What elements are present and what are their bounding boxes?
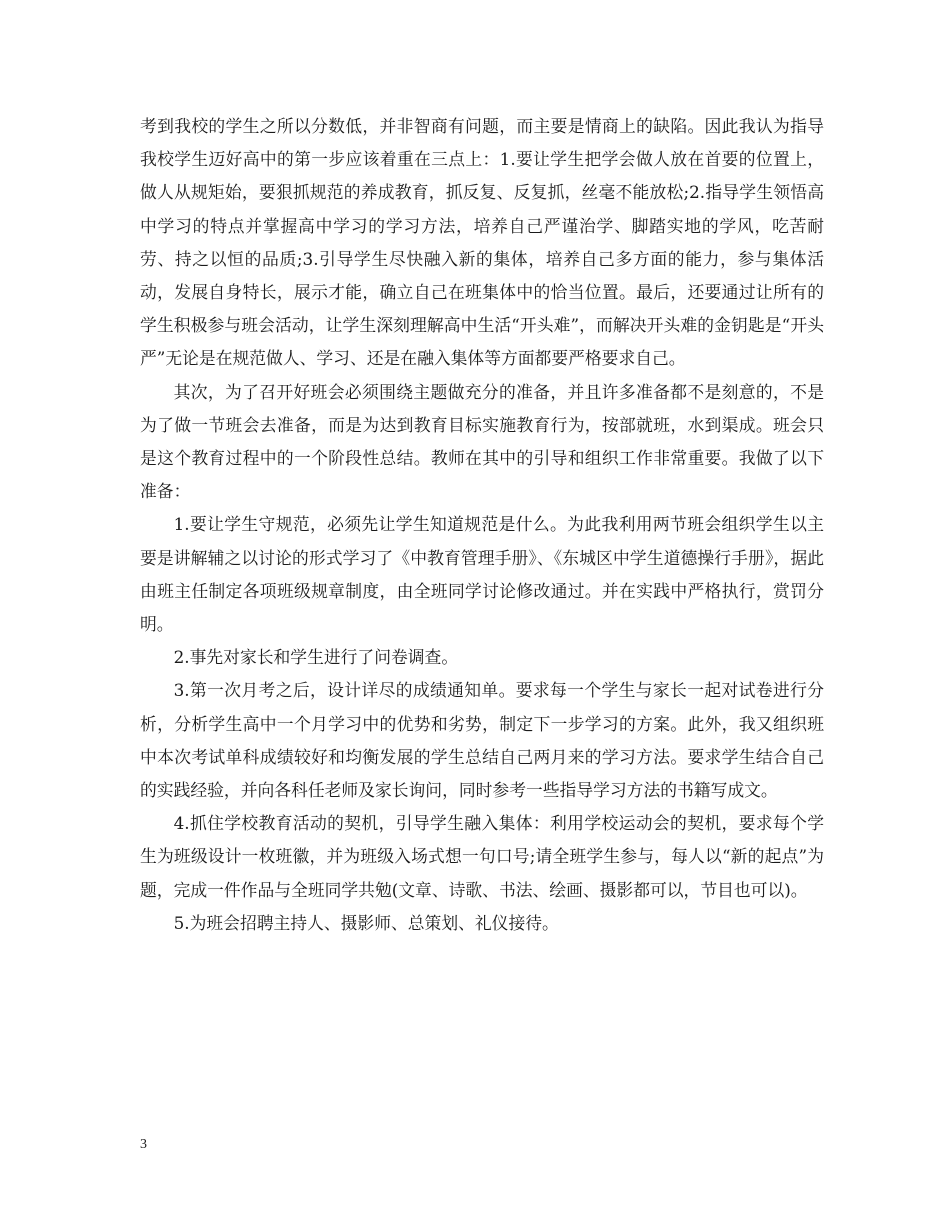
document-body (140, 110, 824, 940)
paragraph-emotional-quotient: 考到我校的学生之所以分数低，并非智商有问题，而主要是情商上的缺陷。因此我认为指导我校学生迈好高中的第一步应该着重在三点上：1.要让学生把学会做人放在首要的位置上，做人从规矩始，要狠抓规范的养成教育，抓反复、反复抓，丝毫不能放松;2.指导学生领悟高中学习的特点并掌握高中学习的学习方法，培养自己严谨治学、脚踏实地的学风，吃苦耐劳、持之以恒的品质;3.引导学生尽快融入新的集体，培养自己多方面的能力，参与集体活动，发展自身特长，展示才能，确立自己在班集体中的恰当位置。最后，还要通过让所有的学生积极参与班会活动，让学生深刻理解高中生活“开头难”，而解决开头难的金钥匙是“开头严”无论是在规范做人、学习、还是在融入集体等方面都要严格要求自己。 (140, 116, 824, 369)
paragraph-item-5-recruitment: 5.为班会招聘主持人、摄影师、总策划、礼仪接待。 (173, 912, 559, 933)
paragraph-item-4-school-activity: 4.抓住学校教育活动的契机，引导学生融入集体：利用学校运动会的契机，要求每个学生为班级设计一枚班徽，并为班级入场式想一句口号;请全班学生参与，每人以“新的起点”为题，完成一件作品与全班同学共勉(文章、诗歌、书法、绘画、摄影都可以，节目也可以)。 (140, 813, 824, 900)
paragraph-preparation-intro: 其次，为了召开好班会必须围绕主题做充分的准备，并且许多准备都不是刻意的，不是为了做一节班会去准备，而是为达到教育目标实施教育行为，按部就班，水到渠成。班会只是这个教育过程中的一个阶段性总结。教师在其中的引导和组织工作非常重要。我做了以下准备： (140, 381, 824, 502)
page-number: 3 (140, 1137, 147, 1152)
paragraph-item-3-report-card: 3.第一次月考之后，设计详尽的成绩通知单。要求每一个学生与家长一起对试卷进行分析，分析学生高中一个月学习中的优势和劣势，制定下一步学习的方案。此外，我又组织班中本次考试单科成绩较好和均衡发展的学生总结自己两月来的学习方法。要求学生结合自己的实践经验，并向各科任老师及家长询问，同时参考一些指导学习方法的书籍写成文。 (140, 680, 824, 801)
paragraph-item-1-rules: 1.要让学生守规范，必须先让学生知道规范是什么。为此我利用两节班会组织学生以主要是讲解辅之以讨论的形式学习了《中教育管理手册》、《东城区中学生道德操行手册》，据此由班主任制定各项班级规章制度，由全班同学讨论修改通过。并在实践中严格执行，赏罚分明。 (140, 514, 824, 635)
paragraph-item-2-survey: 2.事先对家长和学生进行了问卷调查。 (173, 647, 459, 668)
